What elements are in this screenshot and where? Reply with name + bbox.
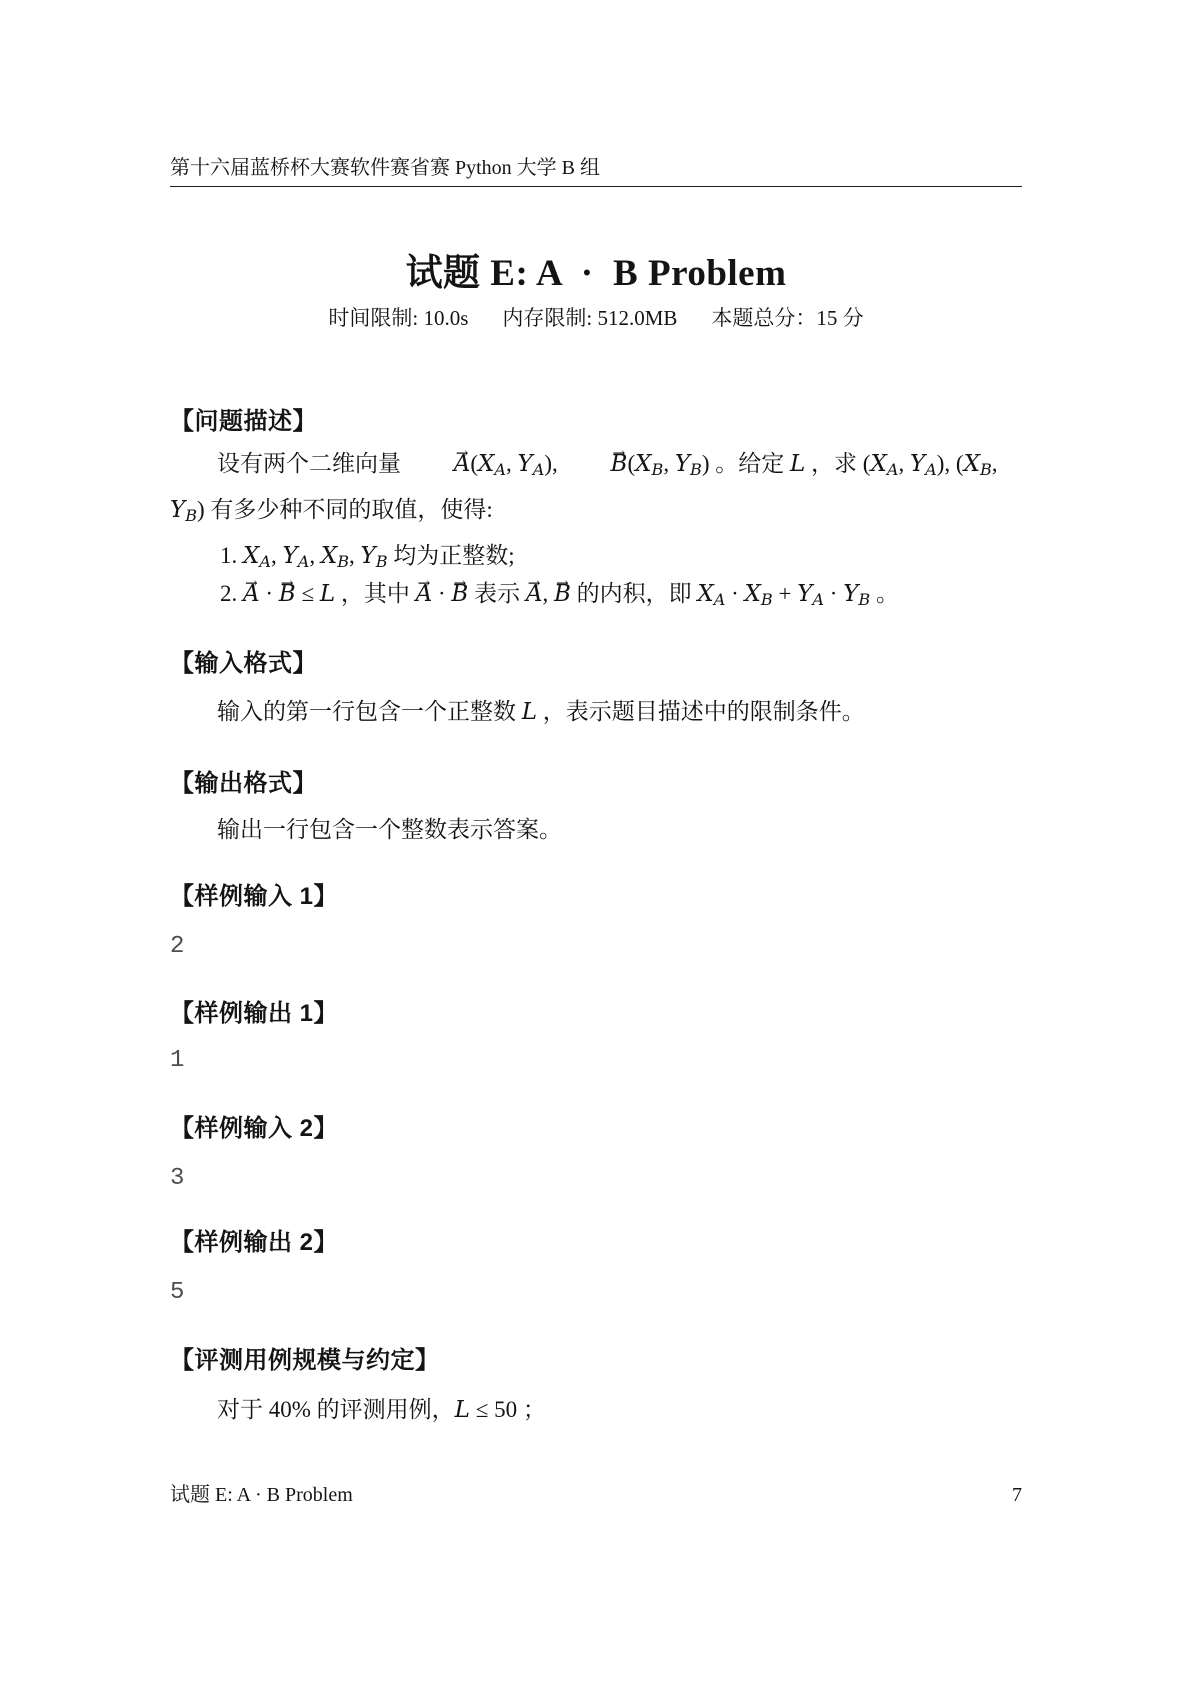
math-var-subscript: $Y_B$: [170, 497, 198, 526]
math-vector: → B: [564, 441, 628, 487]
page-header: [170, 156, 1022, 180]
memory-limit: 内存限制: 512.0MB: [502, 306, 678, 330]
math-var-subscript: $X_B$: [320, 543, 350, 572]
description-intro: 设有两个二维向量 → $A(X_A$, $Y_A$), → $B(X_B$, $Y_B$) 。给定 L ，求 ($X_A$, $Y_A$), ($X_B$, $Y_B$) 有多少种不同的取值，使得:: [170, 441, 1022, 533]
math-var-subscript: $X_B$: [963, 451, 992, 480]
section-heading-sample-input-1: 【样例输入 1】: [170, 883, 339, 910]
math-vector: → A: [526, 571, 543, 617]
math-var-subscript: $X_A$: [697, 581, 726, 610]
problem-title: 试题 E: A · B Problem: [405, 253, 787, 294]
math-var-subscript: $Y_B$: [843, 581, 871, 610]
section-heading-sample-output-2: 【样例输出 2】: [170, 1229, 339, 1256]
math-vector: → A: [407, 441, 471, 487]
math-var-subscript: $Y_B$: [674, 451, 702, 480]
description-item-2: 2. → A · → B ≤ L ，其中 → A · → B 表示 → A, → B 的内积，即 $X_A \cdot X_B + Y_A \cdot Y_B$ 。: [220, 571, 1020, 617]
math-vector: → A: [243, 571, 260, 617]
math-var-subscript: $X_A$: [870, 451, 899, 480]
section-heading-output-format: 【输出格式】: [170, 770, 317, 797]
math-var: L: [319, 581, 336, 607]
footer-title: 试题 E: A · B Problem: [170, 1484, 353, 1506]
total-score: 本题总分：15 分: [711, 306, 864, 330]
math-var-subscript: $Y_A$: [517, 451, 545, 480]
header-text: 第十六届蓝桥杯大赛软件赛省赛 Python 大学 B 组: [170, 157, 601, 179]
math-var-subscript: $Y_A$: [797, 581, 825, 610]
math-var: L: [790, 451, 806, 477]
sample-output-1-value: 1: [170, 1047, 185, 1074]
section-heading-sample-output-1: 【样例输出 1】: [170, 1000, 339, 1027]
section-heading-constraints: 【评测用例规模与约定】: [170, 1347, 440, 1374]
description-item-1: 1. $X_A$, $Y_A$, $X_B$, $Y_B$ 均为正整数;: [220, 543, 515, 572]
math-vector: → B: [279, 571, 296, 617]
math-var-subscript: $X_A$: [478, 451, 507, 480]
footer-page-number: 7: [1012, 1484, 1022, 1506]
sample-input-2-value: 3: [170, 1165, 185, 1192]
header-rule: [170, 186, 1022, 187]
math-var-subscript: $Y_B$: [360, 543, 388, 572]
time-limit: 时间限制: 10.0s: [328, 306, 469, 330]
constraints-text: 对于 40% 的评测用例，L ≤ 50 ；: [217, 1397, 546, 1423]
output-format-text: 输出一行包含一个整数表示答案。: [217, 817, 562, 842]
sample-output-2-value: 5: [170, 1279, 185, 1306]
sample-input-1-value: 2: [170, 933, 185, 960]
math-vector: → B: [451, 571, 468, 617]
math-var-subscript: $X_B$: [744, 581, 773, 610]
math-var-subscript: $X_B$: [635, 451, 664, 480]
math-var-subscript: $X_A$: [243, 543, 271, 572]
section-heading-input-format: 【输入格式】: [170, 650, 317, 677]
math-var-subscript: $Y_A$: [909, 451, 937, 480]
math-vector: → A: [416, 571, 433, 617]
math-var-subscript: $Y_A$: [282, 543, 310, 572]
input-format-text: 输入的第一行包含一个正整数 L ，表示题目描述中的限制条件。: [217, 699, 865, 725]
math-var: L: [521, 699, 538, 725]
math-vector: → B: [554, 571, 571, 617]
page-footer: [170, 1482, 1022, 1508]
problem-meta: [170, 303, 1022, 333]
section-heading-description: 【问题描述】: [170, 408, 317, 435]
section-heading-sample-input-2: 【样例输入 2】: [170, 1115, 339, 1142]
math-var: L: [454, 1397, 470, 1423]
